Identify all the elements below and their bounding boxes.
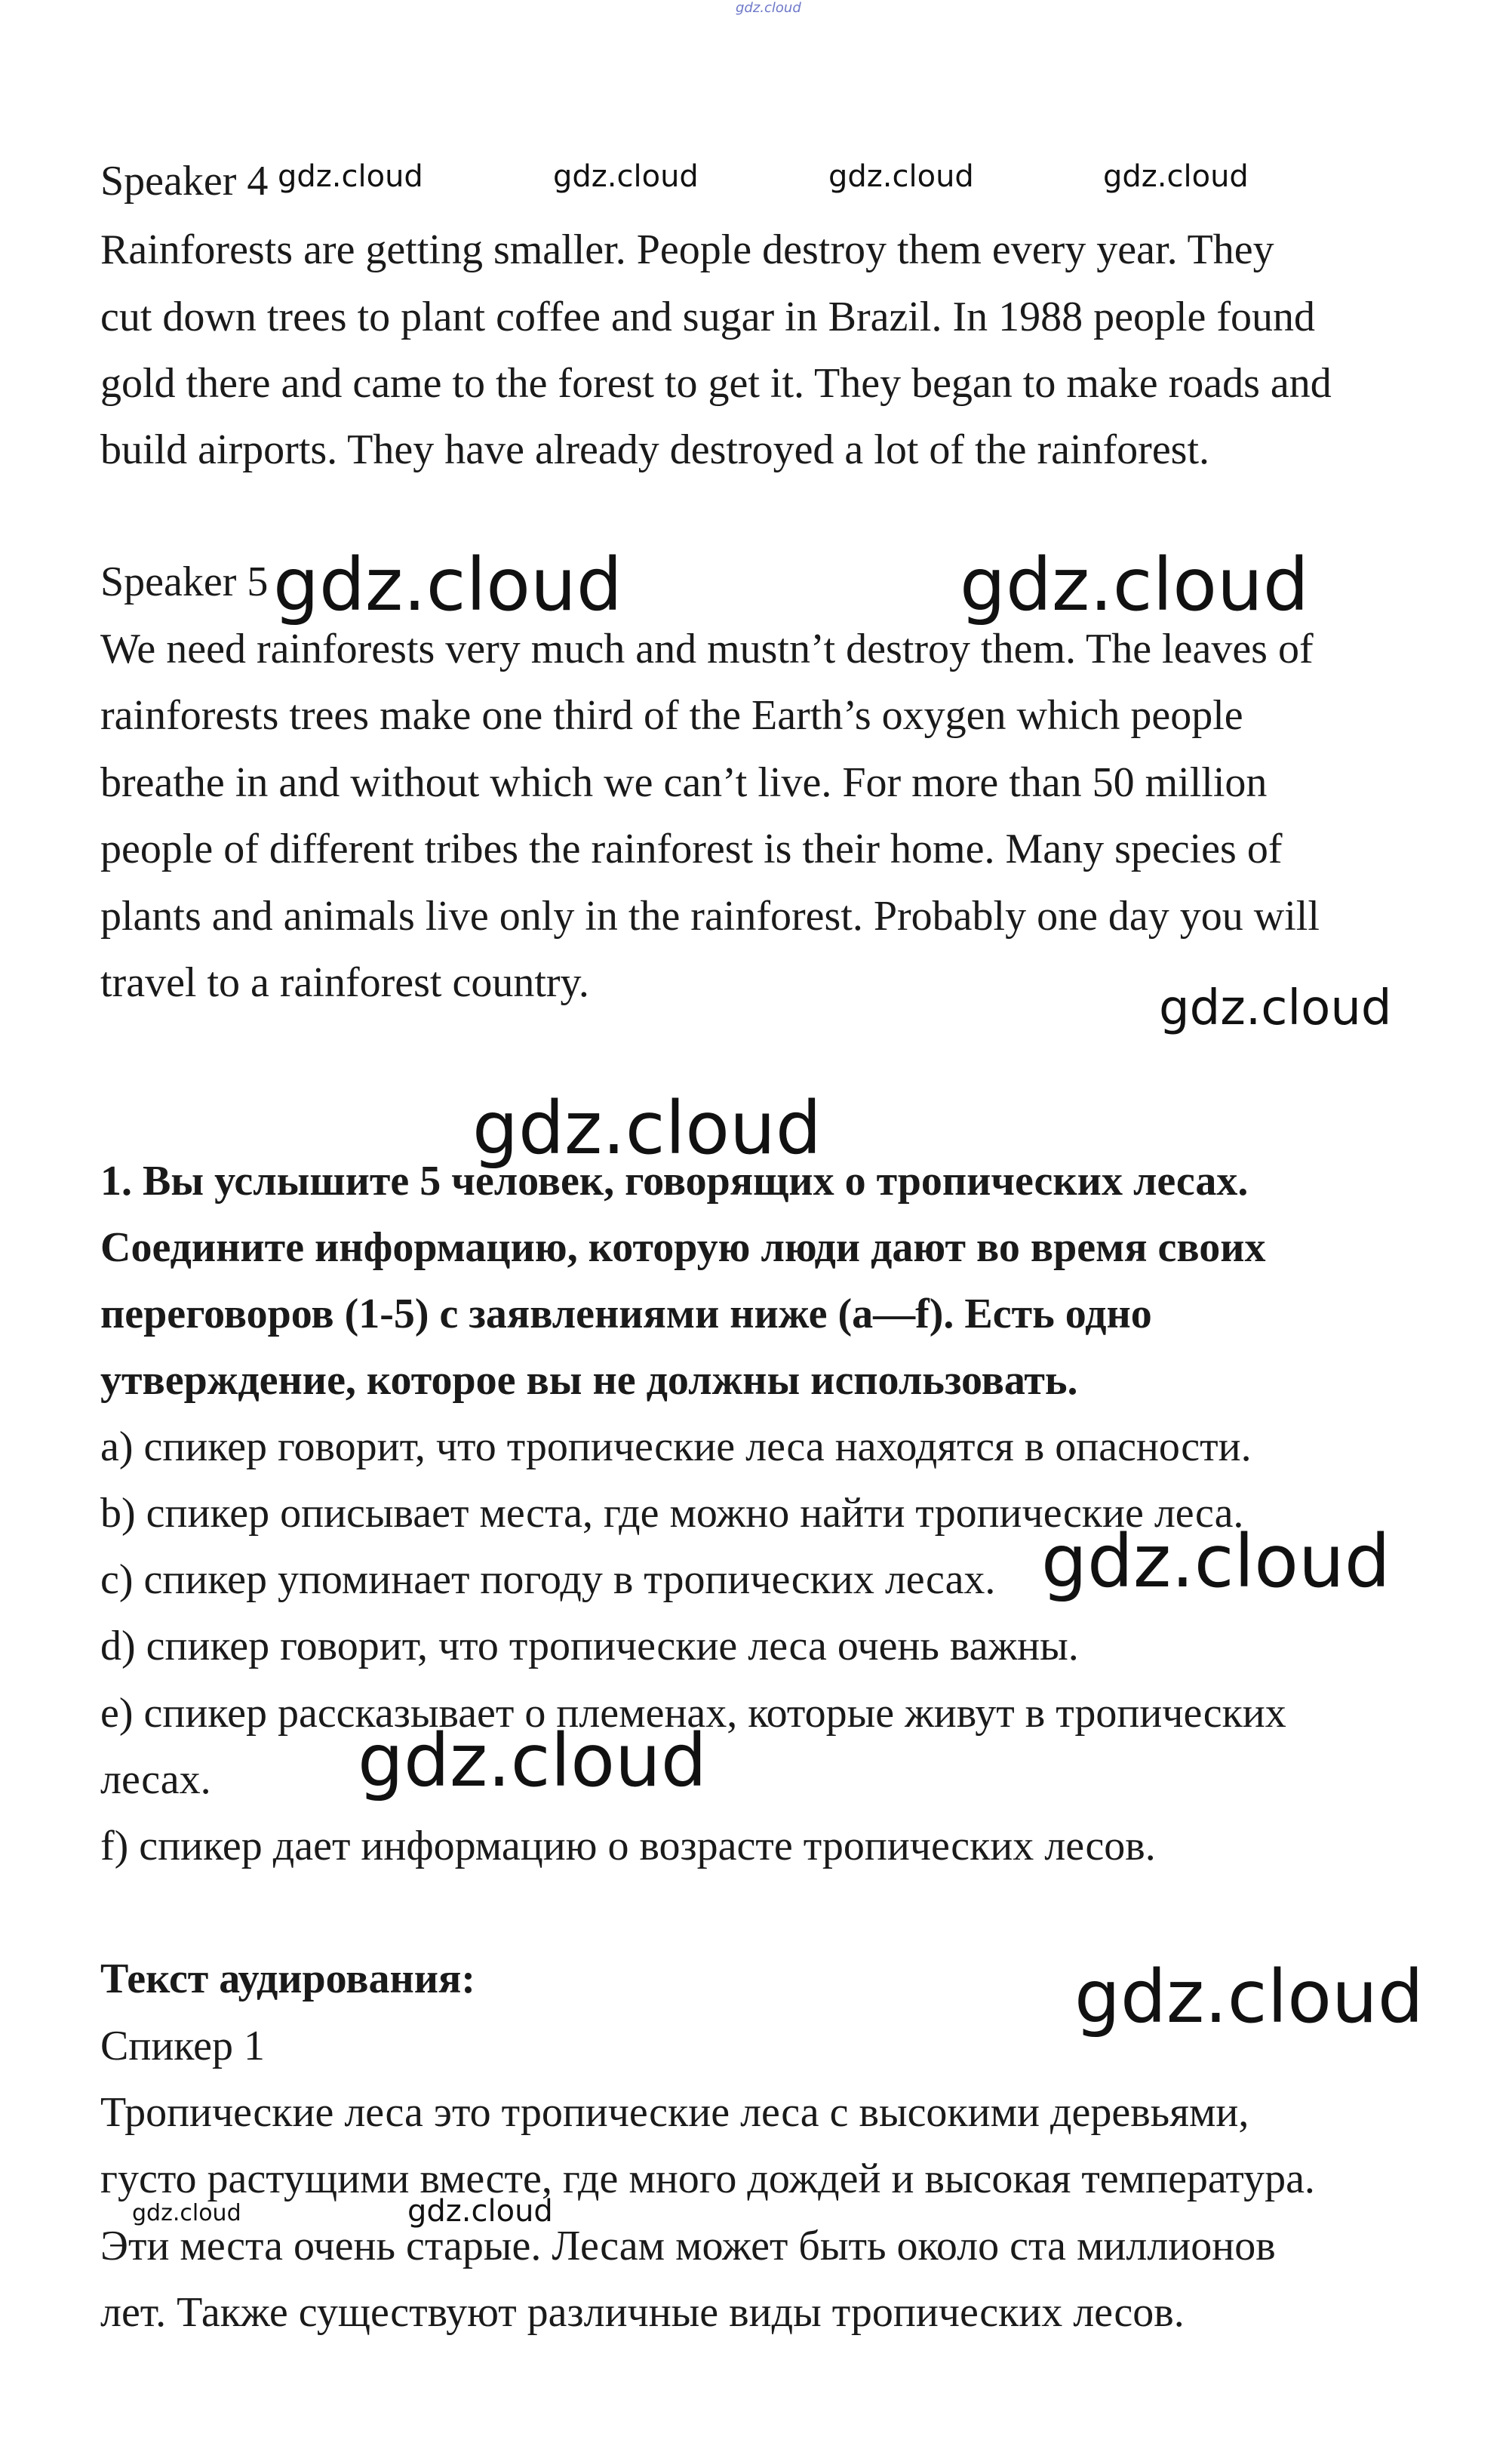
- speaker4-line-3: gold there and came to the forest to get it. They began to make roads and: [100, 360, 1332, 407]
- task-instruction-line-3: переговоров (1-5) с заявлениями ниже (a—f). Есть одно: [100, 1291, 1152, 1337]
- speaker5-line-2: rainforests trees make one third of the Earth’s oxygen which people: [100, 692, 1243, 739]
- watermark: gdz.cloud: [358, 1718, 707, 1803]
- task-option-c: c) спикер упоминает погоду в тропических лесах.: [100, 1556, 996, 1603]
- task-option-e-cont: лесах.: [100, 1756, 211, 1803]
- task-instruction-line-4: утверждение, которое вы не должны использовать.: [100, 1357, 1078, 1404]
- watermark-top: gdz.cloud: [736, 0, 801, 16]
- watermark: gdz.cloud: [1041, 1519, 1391, 1604]
- task-instruction-line-2: Соедините информацию, которую люди дают во время своих: [100, 1224, 1266, 1271]
- transcript-line-4: лет. Также существуют различные виды тропических лесов.: [100, 2289, 1185, 2336]
- watermark: gdz.cloud: [960, 543, 1309, 627]
- speaker5-line-1: We need rainforests very much and mustn’t destroy them. The leaves of: [100, 626, 1314, 672]
- transcript-speaker1-heading: Спикер 1: [100, 2023, 265, 2069]
- watermark: gdz.cloud: [553, 159, 699, 194]
- speaker4-line-1: Rainforests are getting smaller. People destroy them every year. They: [100, 226, 1274, 273]
- task-option-f: f) спикер дает информацию о возрасте тропических лесов.: [100, 1823, 1156, 1869]
- task-option-a: a) спикер говорит, что тропические леса находятся в опасности.: [100, 1423, 1252, 1470]
- watermark: gdz.cloud: [407, 2194, 553, 2229]
- task-option-e: e) спикер рассказывает о племенах, которые живут в тропических: [100, 1690, 1286, 1737]
- task-option-b: b) спикер описывает места, где можно найти тропические леса.: [100, 1490, 1244, 1537]
- watermark: gdz.cloud: [132, 2200, 241, 2226]
- transcript-line-1: Тропические леса это тропические леса с высокими деревьями,: [100, 2089, 1249, 2136]
- watermark: gdz.cloud: [472, 1086, 822, 1171]
- watermark: gdz.cloud: [1074, 1955, 1424, 2039]
- watermark: gdz.cloud: [273, 543, 622, 627]
- watermark: gdz.cloud: [278, 159, 423, 194]
- speaker5-line-6: travel to a rainforest country.: [100, 959, 589, 1006]
- speaker4-line-2: cut down trees to plant coffee and sugar in Brazil. In 1988 people found: [100, 294, 1316, 340]
- speaker4-line-4: build airports. They have already destroyed a lot of the rainforest.: [100, 426, 1210, 473]
- task-instruction-line-1: 1. Вы услышите 5 человек, говорящих о тропических лесах.: [100, 1158, 1249, 1205]
- watermark: gdz.cloud: [1159, 980, 1392, 1036]
- speaker5-line-4: people of different tribes the rainforest is their home. Many species of: [100, 826, 1283, 872]
- speaker5-line-3: breathe in and without which we can’t live. For more than 50 million: [100, 759, 1268, 806]
- transcript-heading: Текст аудирования:: [100, 1955, 475, 2002]
- speaker5-line-5: plants and animals live only in the rainforest. Probably one day you will: [100, 893, 1320, 940]
- task-option-d: d) спикер говорит, что тропические леса очень важны.: [100, 1623, 1079, 1669]
- transcript-line-2: густо растущими вместе, где много дождей и высокая температура.: [100, 2155, 1315, 2202]
- speaker5-heading: Speaker 5: [100, 558, 269, 605]
- transcript-line-3: Эти места очень старые. Лесам может быть около ста миллионов: [100, 2223, 1276, 2269]
- watermark: gdz.cloud: [828, 159, 974, 194]
- watermark: gdz.cloud: [1103, 159, 1249, 194]
- speaker4-heading: Speaker 4: [100, 158, 269, 205]
